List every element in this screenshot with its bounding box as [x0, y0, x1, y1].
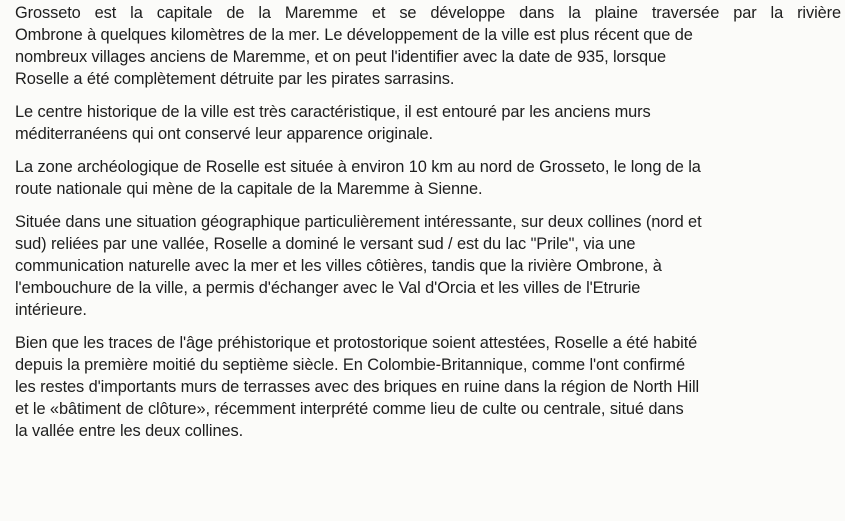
- paragraph-historic-centre: [15, 101, 841, 145]
- text-line: l'embouchure de la ville, a permis d'échanger avec le Val d'Orcia et les villes de l'Etrurie: [15, 279, 641, 297]
- text-line: Située dans une situation géographique particulièrement intéressante, sur deux collines (nord et: [15, 213, 702, 231]
- text-line: Le centre historique de la ville est très caractéristique, il est entouré par les anciens murs: [15, 103, 651, 121]
- text-line: Roselle a été complètement détruite par les pirates sarrasins.: [15, 70, 455, 88]
- paragraph-geography: [15, 211, 841, 321]
- text-line: communication naturelle avec la mer et les villes côtières, tandis que la rivière Ombrone, à: [15, 257, 662, 275]
- paragraph-grosseto-intro: [15, 2, 841, 90]
- text-line: nombreux villages anciens de Maremme, et on peut l'identifier avec la date de 935, lorsque: [15, 48, 667, 66]
- text-line: méditerranéens qui ont conservé leur apparence originale.: [15, 125, 433, 143]
- text-line: Bien que les traces de l'âge préhistorique et protostorique soient attestées, Roselle a été habité: [15, 334, 698, 352]
- text-line: Ombrone à quelques kilomètres de la mer. Le développement de la ville est plus récent que de: [15, 26, 693, 44]
- text-line: les restes d'importants murs de terrasses avec des briques en ruine dans la région de North Hill: [15, 378, 700, 396]
- text-line: et le «bâtiment de clôture», récemment interprété comme lieu de culte ou centrale, situé dans: [15, 400, 684, 418]
- text-line: La zone archéologique de Roselle est située à environ 10 km au nord de Grosseto, le long de la: [15, 158, 701, 176]
- text-line: Grosseto est la capitale de la Maremme et se développe dans la plaine traversée par la rivière: [15, 4, 841, 22]
- paragraph-archaeological-zone: [15, 156, 841, 200]
- paragraph-history: [15, 332, 841, 442]
- text-line: intérieure.: [15, 301, 87, 319]
- text-line: la vallée entre les deux collines.: [15, 422, 244, 440]
- text-line: route nationale qui mène de la capitale de la Maremme à Sienne.: [15, 180, 483, 198]
- text-line: sud) reliées par une vallée, Roselle a dominé le versant sud / est du lac "Prile", via une: [15, 235, 636, 253]
- text-line: depuis la première moitié du septième siècle. En Colombie-Britannique, comme l'ont confirmé: [15, 356, 685, 374]
